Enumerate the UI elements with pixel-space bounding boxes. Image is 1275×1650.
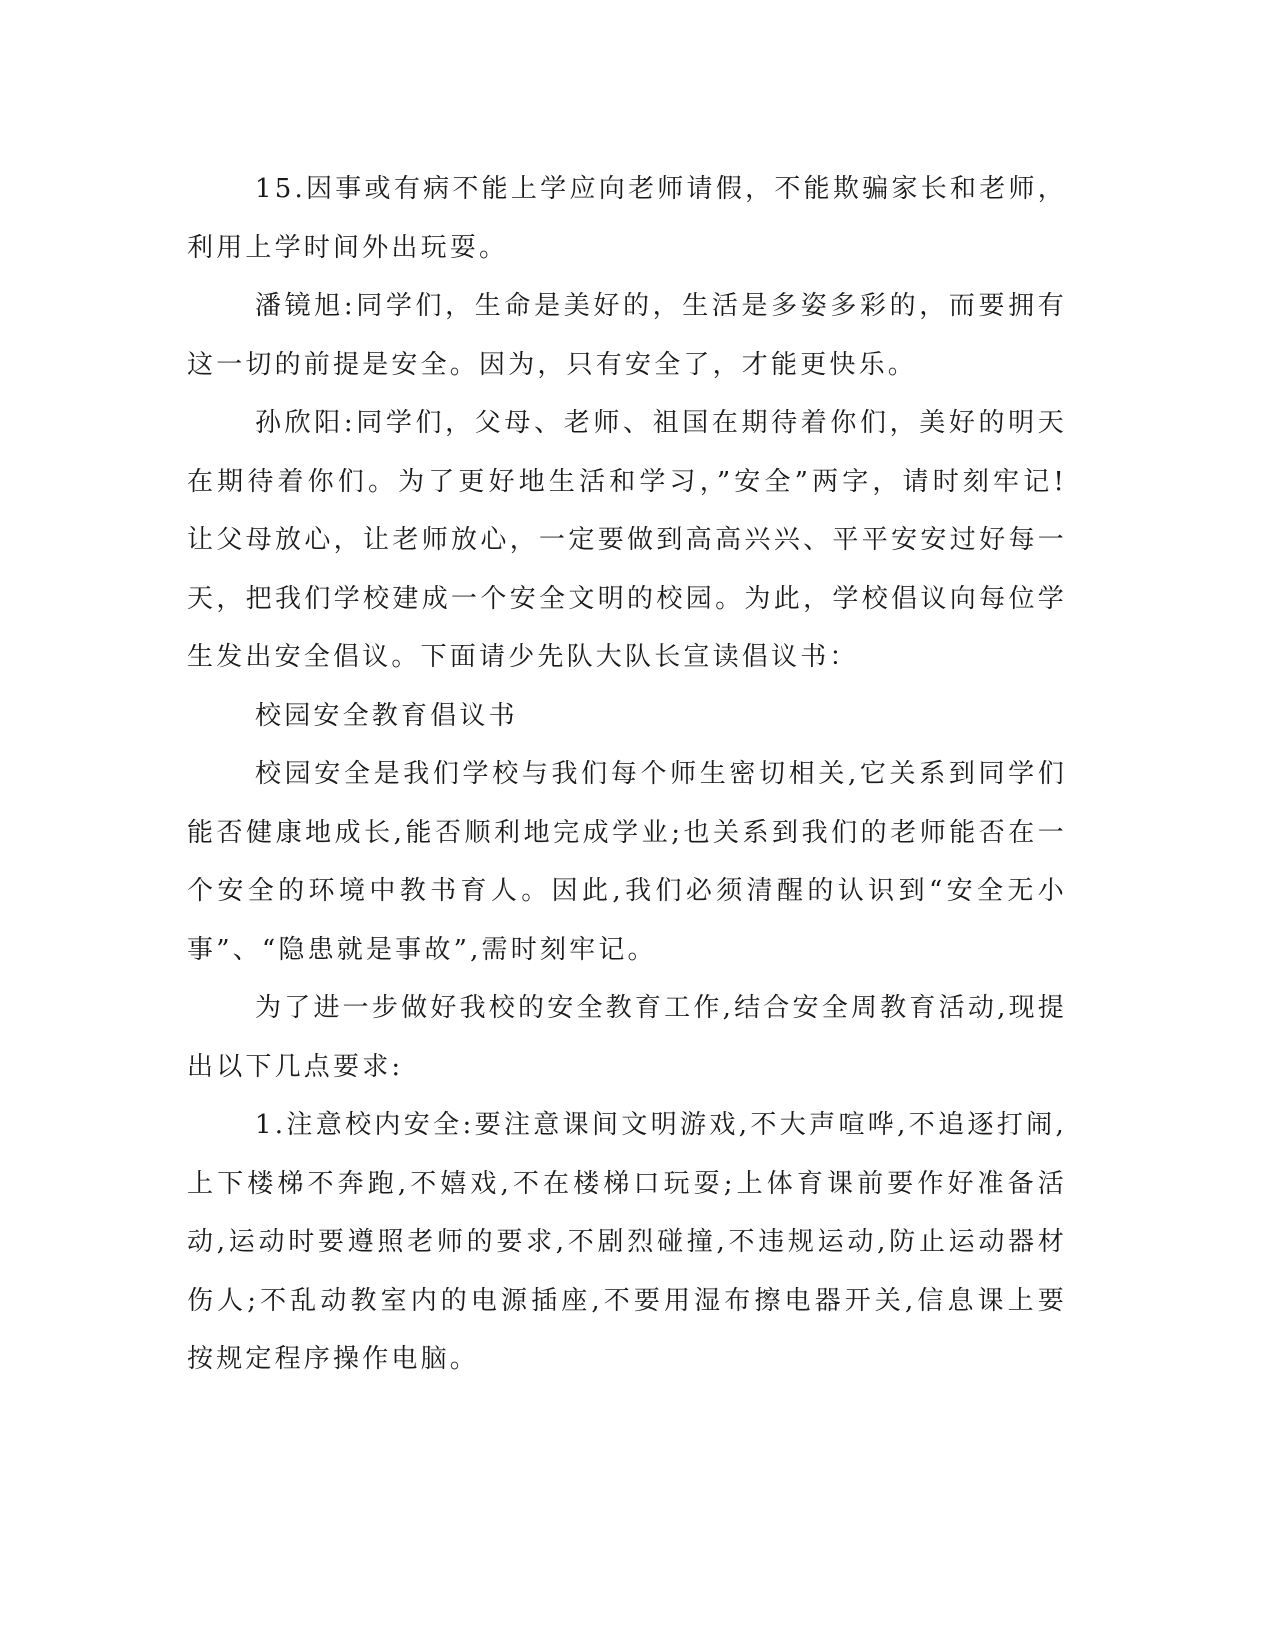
paragraph-pan-jingxu-speech: 潘镜旭:同学们，生命是美好的，生活是多姿多彩的，而要拥有这一切的前提是安全。因为，只有安全了，才能更快乐。 — [187, 291, 1067, 380]
proposal-title: 校园安全教育倡议书 — [255, 700, 518, 731]
paragraph-proposal-intro: 校园安全是我们学校与我们每个师生密切相关,它关系到同学们能否健康地成长,能否顺利地完成学业;也关系到我们的老师能否在一个安全的环境中教书育人。因此,我们必须清醒的认识到“安全无小事”、“隐患就是事故”,需时刻牢记。 — [187, 759, 1067, 965]
document-body — [187, 160, 1067, 1389]
paragraph-sun-xinyang-speech: 孙欣阳:同学们，父母、老师、祖国在期待着你们，美好的明天在期待着你们。为了更好地生活和学习，”安全”两字，请时刻牢记!让父母放心，让老师放心，一定要做到高高兴兴、平平安安过好每一天，把我们学校建成一个安全文明的校园。为此，学校倡议向每位学生发出安全倡议。下面请少先队大队长宣读倡议书： — [187, 408, 1067, 672]
paragraph-rule-15: 15.因事或有病不能上学应向老师请假，不能欺骗家长和老师，利用上学时间外出玩耍。 — [187, 174, 1067, 263]
paragraph-requirement-1: 1.注意校内安全:要注意课间文明游戏,不大声喧哗,不追逐打闹,上下楼梯不奔跑,不嬉戏,不在楼梯口玩耍;上体育课前要作好准备活动,运动时要遵照老师的要求,不剧烈碰撞,不违规运动,防止运动器材伤人;不乱动教室内的电源插座,不要用湿布擦电器开关,信息课上要按规定程序操作电脑。 — [187, 1110, 1067, 1374]
paragraph-proposal-purpose: 为了进一步做好我校的安全教育工作,结合安全周教育活动,现提出以下几点要求: — [187, 993, 1067, 1082]
